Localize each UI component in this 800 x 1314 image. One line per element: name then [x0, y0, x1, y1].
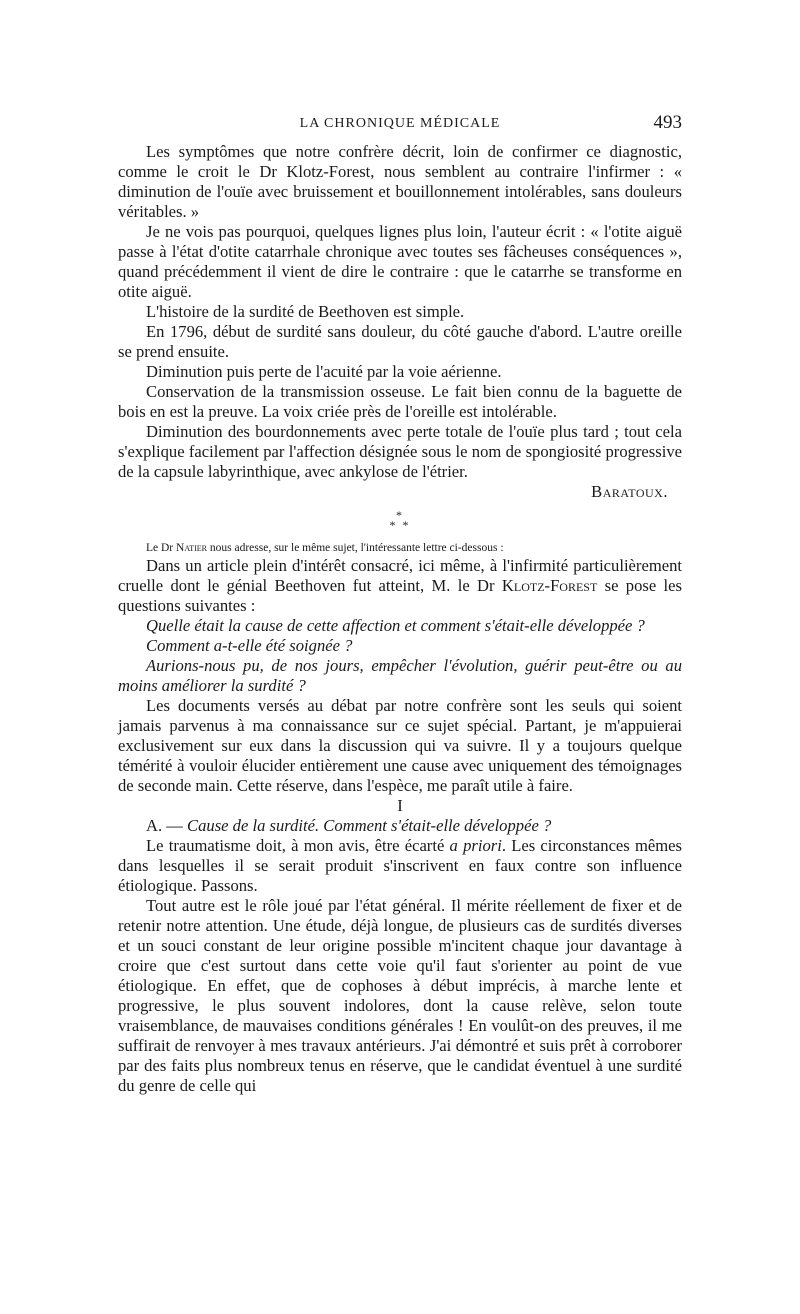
editor-note	[118, 540, 682, 556]
running-title: LA CHRONIQUE MÉDICALE	[299, 116, 501, 131]
page-header	[118, 112, 682, 136]
asterism-top: *	[396, 508, 404, 522]
subsection-heading	[118, 816, 682, 836]
paragraph	[118, 836, 682, 896]
paragraph: L'histoire de la surdité de Beethoven est simple.	[146, 302, 465, 321]
note-prefix: Le Dr	[146, 542, 174, 554]
signature-name: Baratoux.	[591, 482, 668, 501]
note-rest: nous adresse, sur le même sujet, l'intéressante lettre ci-dessous :	[209, 542, 504, 554]
paragraph: Les documents versés au débat par notre confrère sont les seuls qui soient jamais parvenus à ma connaissance sur ce sujet spécial. Partant, je m'appuierai exclusivement sur eux dans la discussion qui va suivre. Il y a toujours quelque témérité à vouloir élucider entièrement une cause avec uniquement des témoignages de seconde main. Cette réserve, dans l'espèce, me paraît utile à faire.	[118, 696, 682, 795]
paragraph: En 1796, début de surdité sans douleur, du côté gauche d'abord. L'autre oreille se prend ensuite.	[118, 322, 682, 361]
subsection-title: Cause de la surdité. Comment s'était-elle développée ?	[187, 816, 552, 835]
author-name: Klotz-Forest	[501, 576, 598, 595]
letter-p3-b: . Les circonstances mêmes dans lesquelles il se serait produit s'inscrivent en faux contre son influence étiologique. Passons.	[118, 836, 682, 895]
question: Comment a-t-elle été soignée ?	[146, 636, 353, 655]
paragraph: Conservation de la transmission osseuse. Le fait bien connu de la baguette de bois en est la preuve. La voix criée près de l'oreille est intolérable.	[118, 382, 682, 421]
body-text	[118, 142, 682, 1096]
paragraph: Tout autre est le rôle joué par l'état général. Il mérite réellement de fixer et de retenir notre attention. Une étude, déjà longue, de plusieurs cas de surdités diverses et un souci constant de leur origine possible m'incitent chaque jour davantage à croire que c'est surtout dans cette voie qu'il faut s'orienter au point de vue étiologique. En effet, que de cophoses à début imprécis, à marche lente et progressive, le plus souvent indolores, dont la cause relève, selon toute vraisemblance, de mauvaises conditions générales ! En voulût-on des preuves, il me suffirait de renvoyer à mes travaux antérieurs. J'ai démontré et suis prêt à corroborer par des faits plus nombreux tenus en réserve, que le candidat éventuel à une surdité du genre de celle qui	[118, 896, 682, 1095]
asterism-bottom: * *	[389, 518, 411, 532]
question: Quelle était la cause de cette affection et comment s'était-elle développée ?	[146, 616, 645, 635]
asterism	[118, 510, 682, 530]
question: Aurions-nous pu, de nos jours, empêcher l'évolution, guérir peut-être ou au moins améliorer la surdité ?	[118, 656, 682, 695]
paragraph: Diminution puis perte de l'acuité par la voie aérienne.	[146, 362, 502, 381]
note-name: Natier	[176, 542, 207, 554]
paragraph: Diminution des bourdonnements avec perte totale de l'ouïe plus tard ; tout cela s'explique facilement par l'affection désignée sous le nom de spongiosité progressive de la capsule labyrinthique, avec ankylose de l'étrier.	[118, 422, 682, 481]
signature	[118, 482, 682, 502]
letter-p3-a: Le traumatisme doit, à mon avis, être écarté	[146, 836, 445, 855]
subsection-label: A. —	[146, 816, 183, 835]
letter-p1-a: Dans un article plein d'intérêt consacré, ici même, à l'infirmité particulièrement cruelle dont le génial Beethoven fut atteint, M. le Dr	[118, 556, 682, 595]
letter-p1-b: se pose les questions suivantes :	[118, 576, 682, 615]
paragraph: Je ne vois pas pourquoi, quelques lignes plus loin, l'auteur écrit : « l'otite aiguë passe à l'état d'otite catarrhale chronique avec toutes ses fâcheuses conséquences », quand précédemment il vient de dire le contraire : que le catarrhe se transforme en otite aiguë.	[118, 222, 682, 301]
paragraph	[118, 556, 682, 616]
letter-p3-italic: a priori	[449, 836, 502, 855]
paragraph: Les symptômes que notre confrère décrit, loin de confirmer ce diagnostic, comme le croit le Dr Klotz-Forest, nous semblent au contraire l'infirmer : « diminution de l'ouïe avec bruissement et bouillonnement intolérables, sans douleurs véritables. »	[118, 142, 682, 221]
section-number: I	[397, 796, 403, 815]
page-number: 493	[653, 112, 682, 133]
